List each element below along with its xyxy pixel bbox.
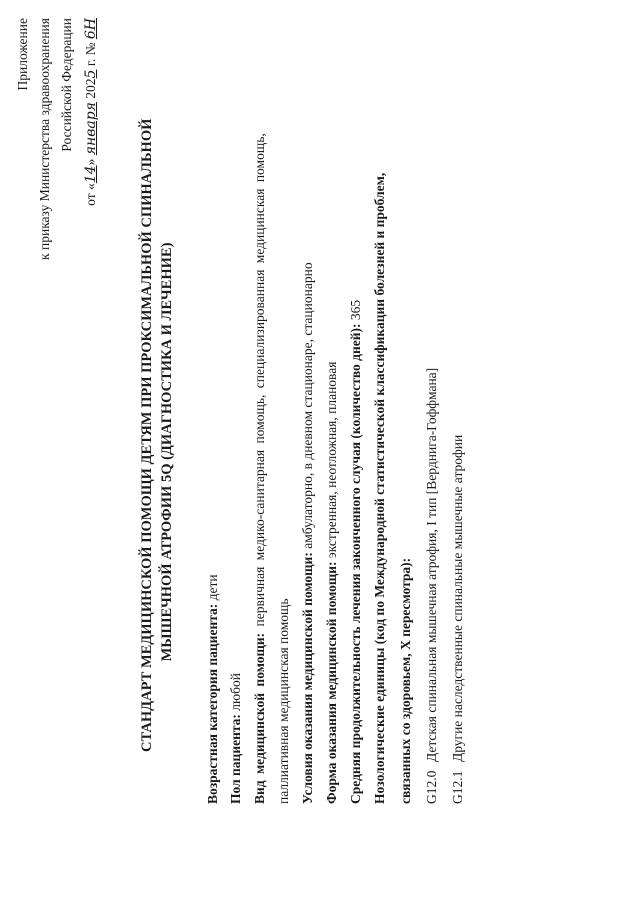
form-label: Форма оказания медицинской помощи: (324, 561, 339, 804)
age-category (205, 574, 221, 804)
order-number: 6Н (83, 18, 99, 40)
patient-sex (228, 673, 244, 804)
average-duration (348, 300, 364, 804)
age-value: дети (205, 574, 220, 604)
conditions-value: амбулаторно, в дневном стационаре, стационарно (300, 262, 315, 553)
annex-line-3: Российской Федерации (59, 18, 74, 152)
year-prefix: 202 (83, 78, 98, 103)
code-row (450, 435, 466, 804)
sex-value: любой (228, 673, 243, 715)
duration-label: Средняя продолжительность лечения законченного случая (количество дней): (348, 323, 363, 804)
icd-code: G12.0 (424, 770, 439, 804)
annex-date-line (82, 18, 100, 206)
code-row (424, 368, 440, 804)
care-conditions (300, 262, 316, 804)
year-suffix: 5 (83, 69, 99, 79)
form-value: экстренная, неотложная, плановая (324, 361, 339, 562)
date-day: 14 (83, 165, 99, 184)
care-type-label: Вид медицинской помощи: (252, 632, 267, 804)
code-description: Детская спинальная мышечная атрофия, I тип [Верднига-Гоффмана] (424, 367, 439, 762)
care-type-continued: паллиативная медицинская помощь (276, 598, 291, 804)
sex-label: Пол пациента: (228, 714, 243, 804)
age-label: Возрастная категория пациента: (205, 603, 220, 804)
care-type (252, 133, 268, 804)
annex-line-1: Приложение (15, 18, 30, 91)
year-end: г. № (83, 39, 98, 70)
care-type-value: первичная медико-санитарная помощь, специализированная медицинская помощь, (252, 133, 267, 633)
nosology-heading-line-2: связанных со здоровьем, X пересмотра): (398, 557, 413, 804)
title-line-2: МЫШЕЧНОЙ АТРОФИИ 5Q (ДИАГНОСТИКА И ЛЕЧЕНИЕ) (159, 242, 175, 662)
icd-code: G12.1 (450, 770, 465, 804)
annex-line-2: к приказу Министерства здравоохранения (37, 18, 52, 260)
care-form (324, 362, 340, 804)
title-line-1: СТАНДАРТ МЕДИЦИНСКОЙ ПОМОЩИ ДЕТЯМ ПРИ ПРОКСИМАЛЬНОЙ СПИНАЛЬНОЙ (139, 118, 155, 752)
duration-value: 365 (348, 299, 363, 324)
code-description: Другие наследственные спинальные мышечные атрофии (450, 434, 465, 762)
date-month: января (83, 102, 99, 156)
conditions-label: Условия оказания медицинской помощи: (300, 552, 315, 804)
nosology-heading-line-1: Нозологические единицы (код по Международной статистической классификации болезней и проблем, (372, 172, 387, 804)
date-mid: » (83, 155, 98, 166)
date-prefix: от « (83, 183, 98, 206)
